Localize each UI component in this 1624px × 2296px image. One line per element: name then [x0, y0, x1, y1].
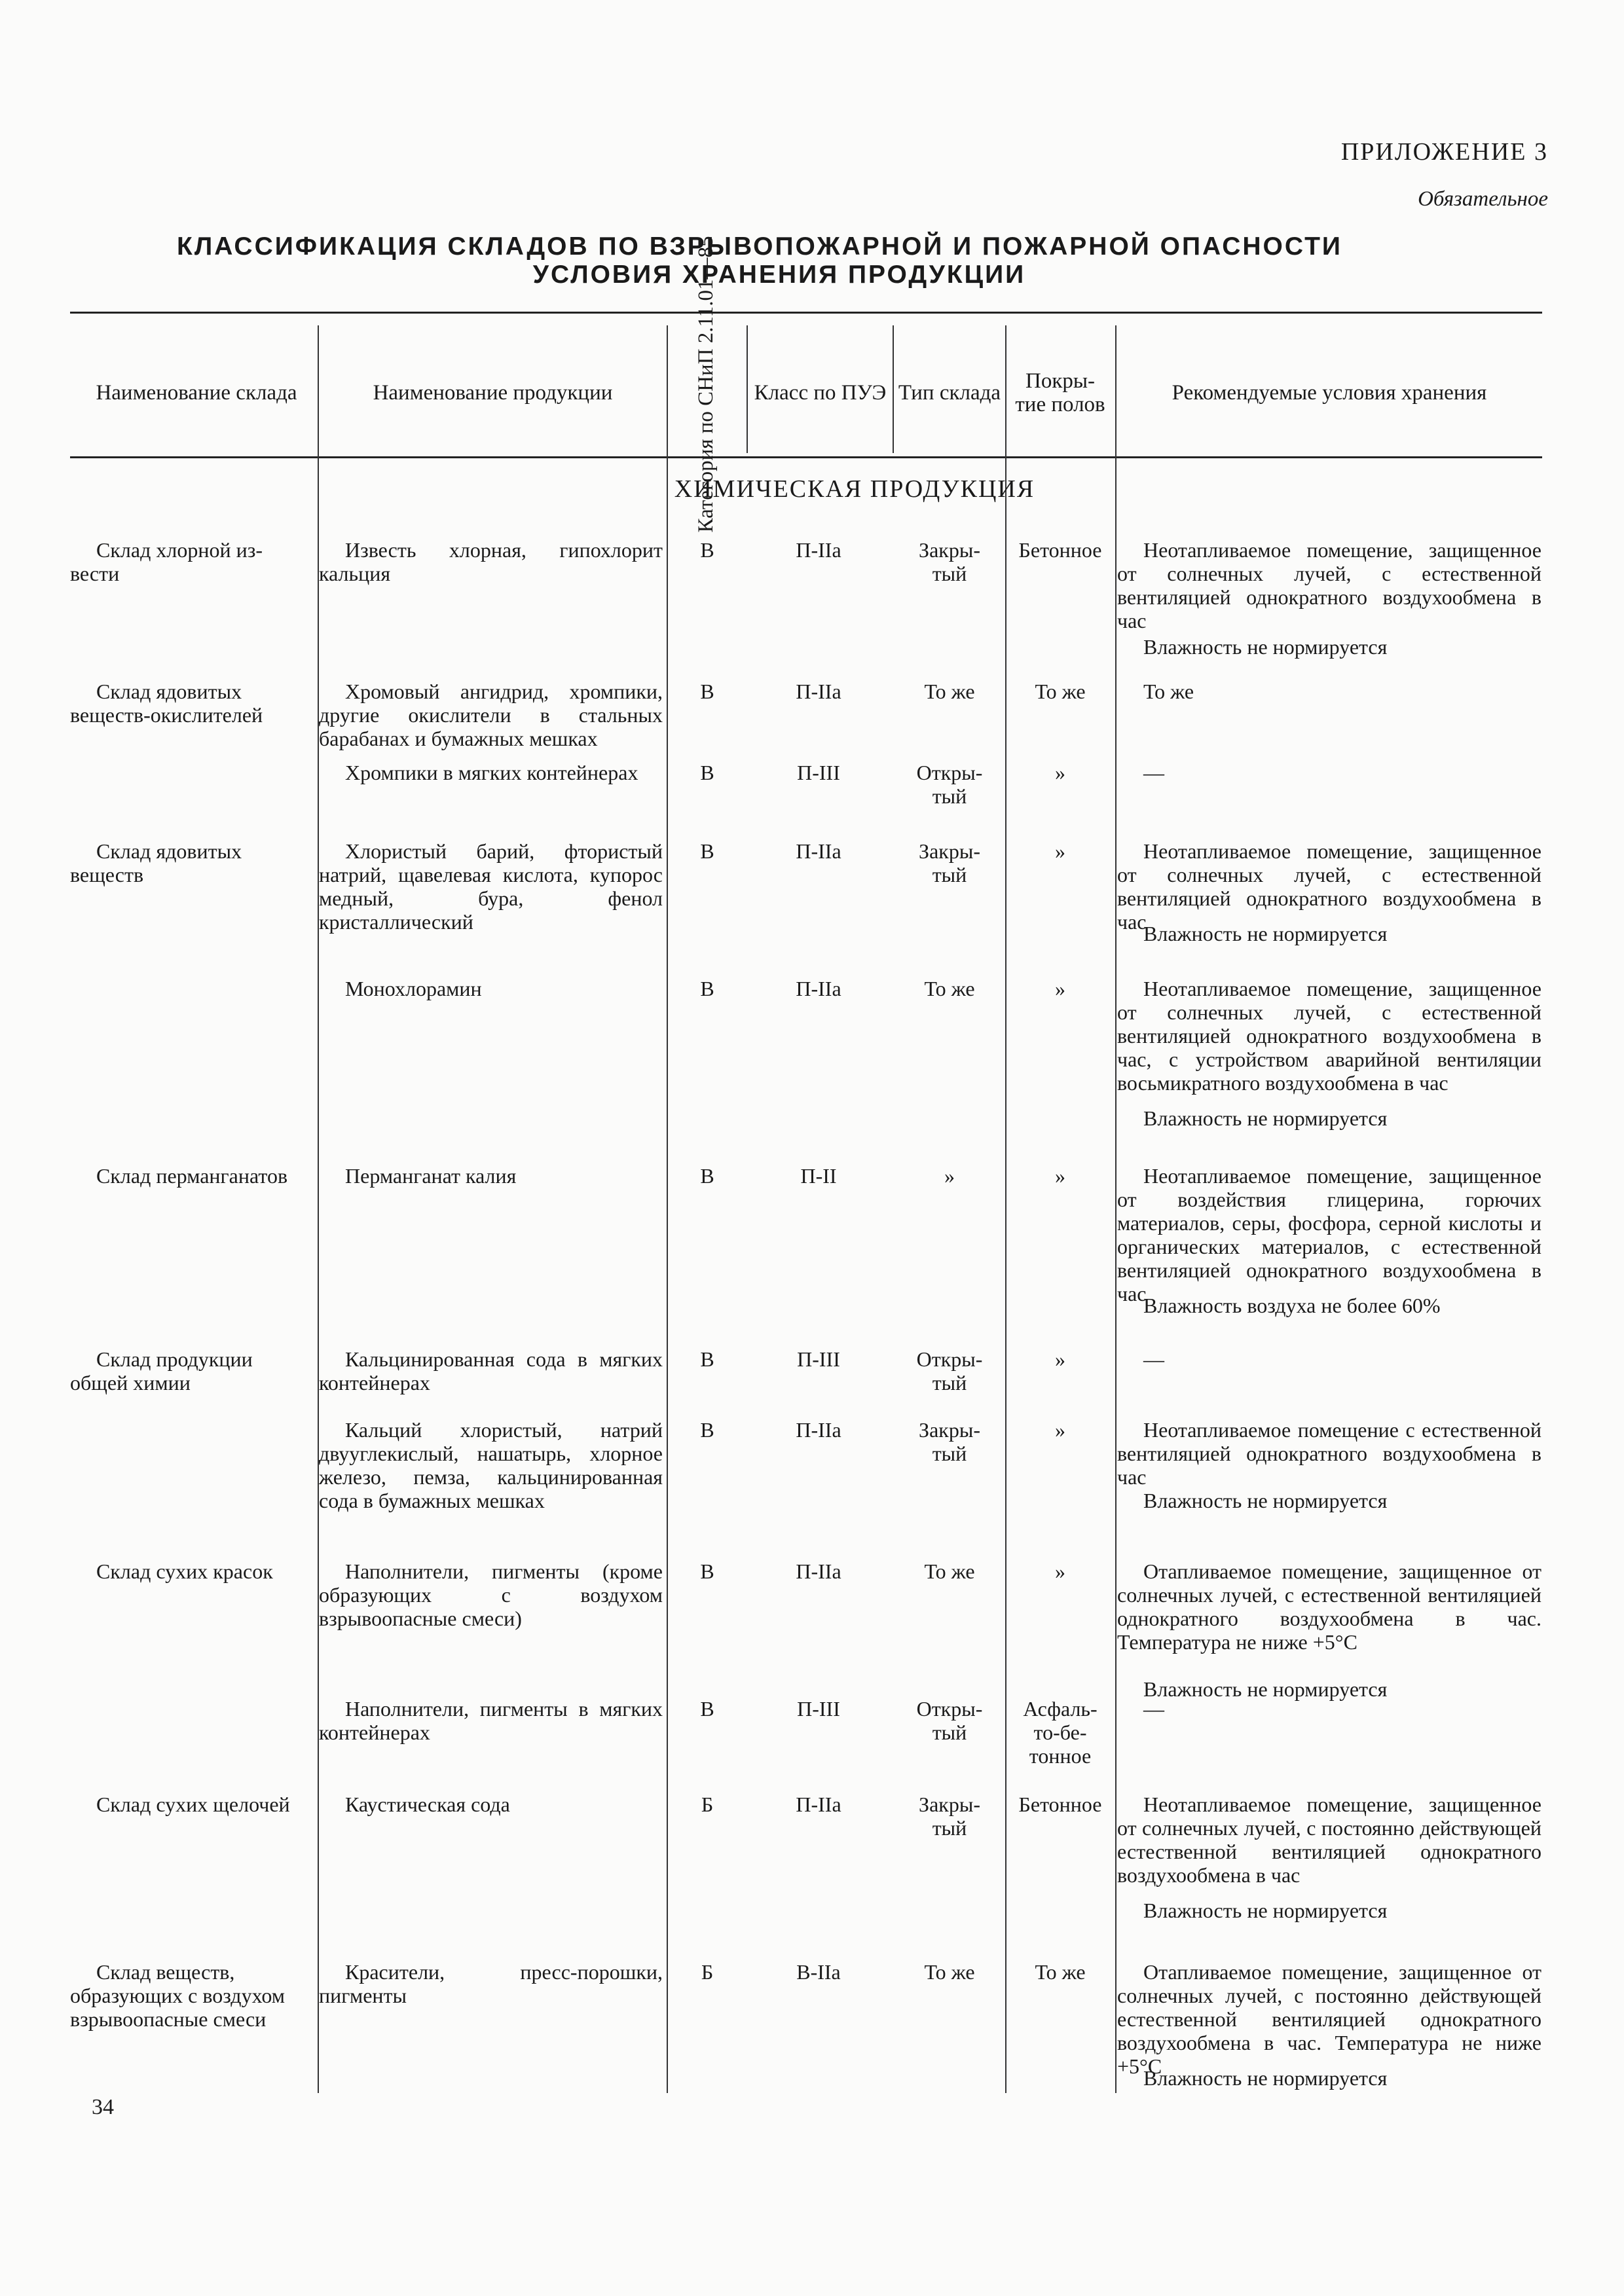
category-value: В [700, 1697, 714, 1721]
table-header-rule [70, 456, 1542, 458]
floor-covering-value: Бетонное [1018, 538, 1102, 562]
warehouse-type-value: Закры- тый [919, 1418, 980, 1465]
product-name: Хромпики в мягких контейнерах [345, 761, 638, 784]
storage-conditions: Неотапливаемое помещение, защищенное от воздействия глицерина, горючих материалов, серы, фосфора, серной кислоты и органических материалов, с естественной вентиляцией однократного воздухообмена в час [1117, 1164, 1541, 1305]
floor-covering-value: » [1055, 1418, 1065, 1442]
humidity-note: Влажность воздуха не более 60% [1143, 1294, 1441, 1317]
category-value: В [700, 977, 714, 1000]
storage-conditions: То же [1143, 680, 1194, 703]
document-title-line-2: УСЛОВИЯ ХРАНЕНИЯ ПРОДУКЦИИ [532, 261, 1026, 289]
storage-conditions: Отапливаемое помещение, защищенное от солнечных лучей, с естественной вентиляцией однократного воздухообмена в час. Температура не ниже +5°С [1117, 1559, 1541, 1654]
warehouse-type-value: Закры- тый [919, 1793, 980, 1840]
pue-class-value: П-IIа [796, 1418, 841, 1442]
page-number: 34 [92, 2095, 114, 2119]
humidity-note: Влажность не нормируется [1143, 1489, 1388, 1512]
warehouse-type-value: То же [924, 1960, 975, 1984]
warehouse-name: Склад сухих красок [96, 1559, 273, 1583]
product-name: Кальций хлористый, натрий двууглекислый, нашатырь, хлорное железо, пемза, кальцинированная сода в бумажных мешках [319, 1418, 663, 1512]
warehouse-type-value: Откры- тый [916, 1697, 983, 1744]
pue-class-value: П-IIа [796, 538, 841, 562]
warehouse-name: Склад ядовитых веществ [70, 839, 242, 886]
product-name: Перманганат калия [345, 1164, 517, 1188]
column-divider [1005, 325, 1006, 2093]
pue-class-value: П-IIа [796, 680, 841, 703]
floor-covering-value: То же [1035, 680, 1086, 703]
humidity-note: Влажность не нормируется [1143, 635, 1388, 659]
pue-class-value: П-IIа [796, 1559, 841, 1583]
product-name: Хлористый барий, фтористый натрий, щавелевая кислота, купорос медный, бура, фенол кристаллический [319, 839, 663, 934]
warehouse-name: Склад перманганатов [96, 1164, 288, 1188]
warehouse-type-value: То же [924, 977, 975, 1000]
warehouse-name: Склад сухих щелочей [96, 1793, 290, 1816]
storage-conditions: Отапливаемое помещение, защищенное от солнечных лучей, с постоянно действующей естественной вентиляцией однократного воздухообмена в час. Температура не ниже +5°С [1117, 1960, 1541, 2078]
product-name: Кальцинированная сода в мягких контейнерах [319, 1347, 663, 1394]
storage-conditions: Неотапливаемое помещение, защищенное от солнечных лучей, с естественной вентиляцией однократного воздухообмена в час [1117, 538, 1541, 632]
warehouse-type-value: Откры- тый [916, 761, 983, 808]
table-top-rule [70, 312, 1542, 314]
category-value: В [700, 1559, 714, 1583]
pue-class-value: П-III [797, 1697, 840, 1721]
product-name: Красители, пресс-порошки, пигменты [319, 1960, 663, 2007]
humidity-note: Влажность не нормируется [1143, 1677, 1388, 1701]
humidity-note: Влажность не нормируется [1143, 2066, 1388, 2090]
column-header-type: Тип склада [898, 381, 1001, 405]
document-title-line-1: КЛАССИФИКАЦИЯ СКЛАДОВ ПО ВЗРЫВОПОЖАРНОЙ И ПОЖАРНОЙ ОПАСНОСТИ [177, 232, 1342, 261]
floor-covering-value: » [1055, 761, 1065, 784]
warehouse-type-value: То же [924, 1559, 975, 1583]
storage-conditions: Неотапливаемое помещение, защищенное от солнечных лучей, с естественной вентиляцией однократного воздухообмена в час, с устройством аварийной вентиляции восьмикратного воздухообмена в час [1117, 977, 1541, 1095]
warehouse-type-value: Откры- тый [916, 1347, 983, 1394]
product-name: Каустическая сода [345, 1793, 510, 1816]
mandatory-label: Обязательное [1418, 187, 1548, 211]
category-value: В [700, 1347, 714, 1371]
appendix-label: ПРИЛОЖЕНИЕ 3 [1340, 138, 1548, 166]
floor-covering-value: » [1055, 839, 1065, 863]
column-divider [667, 325, 668, 2093]
category-value: В [700, 1164, 714, 1188]
storage-conditions: Неотапливаемое помещение, защищенное от солнечных лучей, с постоянно действующей естественной вентиляцией однократного воздухообмена в час [1117, 1793, 1541, 1887]
pue-class-value: В-IIа [796, 1960, 841, 1984]
column-header-warehouse: Наименование склада [96, 381, 297, 405]
floor-covering-value: Асфаль- то-бе- тонное [1023, 1697, 1098, 1768]
storage-conditions: — [1143, 761, 1164, 784]
column-header-product: Наименование продукции [373, 381, 613, 405]
pue-class-value: П-III [797, 761, 840, 784]
warehouse-type-value: То же [924, 680, 975, 703]
category-value: В [700, 1418, 714, 1442]
category-value: В [700, 538, 714, 562]
category-value: Б [701, 1960, 714, 1984]
column-divider [318, 325, 319, 2093]
storage-conditions: Неотапливаемое помещение с естественной вентиляцией однократного воздухообмена в час [1117, 1418, 1541, 1489]
product-name: Монохлорамин [345, 977, 482, 1000]
category-value: В [700, 680, 714, 703]
floor-covering-value: » [1055, 1347, 1065, 1371]
warehouse-type-value: Закры- тый [919, 839, 980, 886]
warehouse-name: Склад ядовитых веществ-окислителей [70, 680, 263, 727]
category-value: В [700, 761, 714, 784]
product-name: Наполнители, пигменты в мягких контейнерах [319, 1697, 663, 1744]
floor-covering-value: То же [1035, 1960, 1086, 1984]
warehouse-name: Склад продукции общей химии [70, 1347, 253, 1394]
column-header-pue-class: Класс по ПУЭ [754, 381, 887, 405]
floor-covering-value: » [1055, 1559, 1065, 1583]
humidity-note: Влажность не нормируется [1143, 1106, 1388, 1130]
humidity-note: Влажность не нормируется [1143, 922, 1388, 945]
pue-class-value: П-II [800, 1164, 837, 1188]
product-name: Хромовый ангидрид, хромпики, другие окислители в стальных барабанах и бумажных мешках [319, 680, 663, 750]
pue-class-value: П-IIа [796, 1793, 841, 1816]
column-divider [1115, 325, 1116, 2093]
humidity-note: Влажность не нормируется [1143, 1899, 1388, 1922]
column-header-category: Категория по СНиП 2.11.01—85 [694, 236, 718, 533]
floor-covering-value: » [1055, 1164, 1065, 1188]
column-divider [893, 325, 894, 453]
storage-conditions: — [1143, 1347, 1164, 1371]
storage-conditions: Неотапливаемое помещение, защищенное от солнечных лучей, с естественной вентиляцией однократного воздухообмена в час [1117, 839, 1541, 934]
pue-class-value: П-III [797, 1347, 840, 1371]
pue-class-value: П-IIа [796, 839, 841, 863]
pue-class-value: П-IIа [796, 977, 841, 1000]
product-name: Известь хлорная, гипохлорит кальция [319, 538, 663, 585]
floor-covering-value: Бетонное [1018, 1793, 1102, 1816]
warehouse-type-value: » [944, 1164, 955, 1188]
warehouse-name: Склад хлорной из- вести [70, 538, 263, 585]
product-name: Наполнители, пигменты (кроме образующих с воздухом взрывоопасные смеси) [319, 1559, 663, 1630]
warehouse-type-value: Закры- тый [919, 538, 980, 585]
section-title: ХИМИЧЕСКАЯ ПРОДУКЦИЯ [674, 475, 1035, 503]
storage-conditions: — [1143, 1697, 1164, 1721]
column-header-floor: Покры- тие полов [1015, 369, 1105, 416]
warehouse-name: Склад веществ, образующих с воздухом взрывоопасные смеси [70, 1960, 285, 2031]
column-header-conditions: Рекомендуемые условия хранения [1172, 381, 1487, 405]
category-value: Б [701, 1793, 714, 1816]
floor-covering-value: » [1055, 977, 1065, 1000]
category-value: В [700, 839, 714, 863]
